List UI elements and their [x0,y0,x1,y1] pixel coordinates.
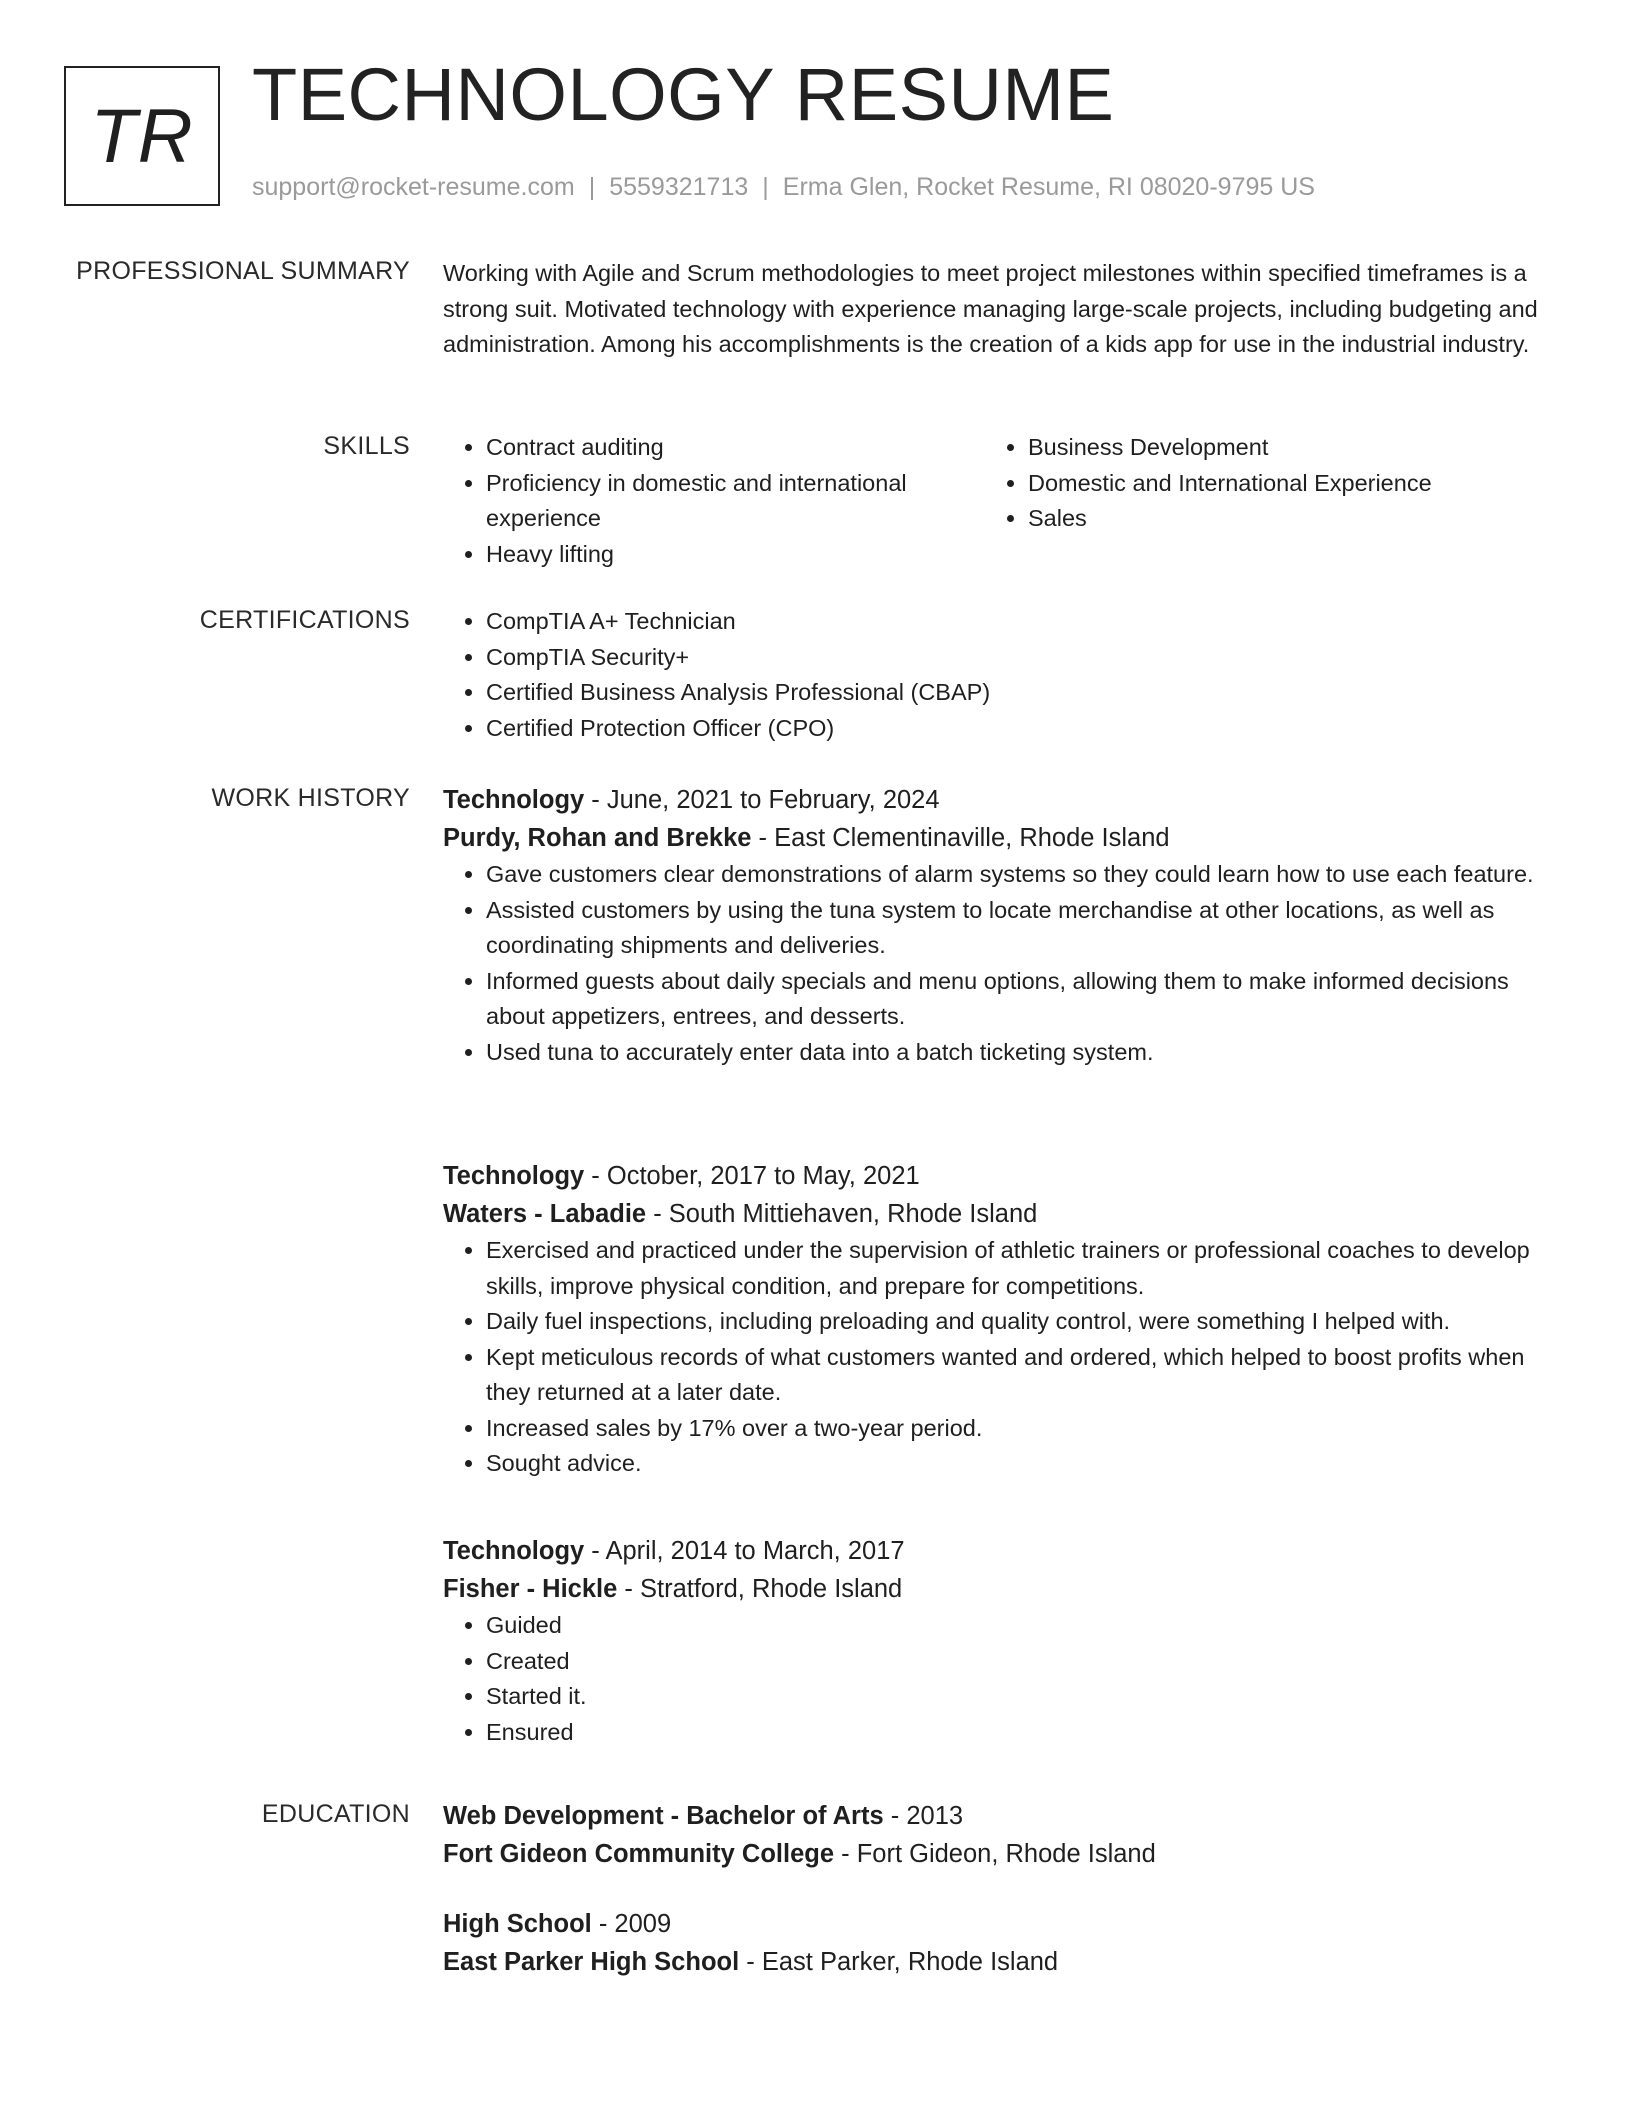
certification-item: • CompTIA Security+ [486,640,1555,676]
certification-item: • CompTIA A+ Technician [486,604,1555,640]
education-entry [443,1797,1555,1873]
monogram-box [64,66,220,206]
job-entry [443,1157,1555,1482]
job-bullet: • Guided [486,1608,1555,1644]
skill-item: • Proficiency in domestic and international experience [486,466,985,537]
job-location: Stratford, Rhode Island [640,1575,903,1603]
job-bullet: • Assisted customers by using the tuna system to locate merchandise at other locations, as well as coordinating shipments and deliveries. [486,893,1555,964]
summary-section [443,256,1555,363]
education-year: 2009 [614,1910,672,1938]
education-degree: Web Development - Bachelor of Arts [443,1802,884,1830]
job-dates: April, 2014 to March, 2017 [605,1537,905,1565]
job-dates: October, 2017 to May, 2021 [606,1162,920,1190]
job-bullets [443,1608,1555,1750]
job-title: Technology [443,1162,585,1190]
section-label-skills: SKILLS [323,432,410,460]
education-entry [443,1905,1555,1981]
education-school: Fort Gideon Community College [443,1840,835,1868]
job-location: East Clementinaville, Rhode Island [774,824,1170,852]
job-bullet: • Daily fuel inspections, including preloading and quality control, were something I helped with. [486,1304,1555,1340]
job-bullet: • Sought advice. [486,1446,1555,1482]
job-title: Technology [443,1537,585,1565]
job-title-line: Technology - June, 2021 to February, 2024 [443,786,940,814]
skill-item: • Heavy lifting [486,537,985,573]
job-bullet: • Ensured [486,1715,1555,1751]
job-company: Waters - Labadie [443,1200,647,1228]
section-label-work-history: WORK HISTORY [211,784,410,812]
job-entry [443,1532,1555,1750]
education-year: 2013 [906,1802,964,1830]
contact-phone[interactable]: 5559321713 [609,173,749,201]
job-entry [443,781,1555,1070]
section-label-certifications: CERTIFICATIONS [199,606,410,634]
job-bullet: • Exercised and practiced under the supervision of athletic trainers or professional coaches to develop skills, improve physical condition, and prepare for competitions. [486,1233,1555,1304]
education-degree: High School [443,1910,592,1938]
job-bullet: • Gave customers clear demonstrations of alarm systems so they could learn how to use each feature. [486,857,1555,893]
job-bullet: • Kept meticulous records of what customers wanted and ordered, which helped to boost profits when they returned at a later date. [486,1340,1555,1411]
education-location: East Parker, Rhode Island [761,1948,1059,1976]
summary-text: Working with Agile and Scrum methodologies to meet project milestones within specified timeframes is a strong suit. Motivated technology with experience managing large-scale projects, including budgeting and administration. Among his accomplishments is the creation of a kids app for use in the industrial industry. [443,260,1538,357]
job-company-line: Purdy, Rohan and Brekke - East Clementinaville, Rhode Island [443,824,1170,852]
education-school: East Parker High School [443,1948,740,1976]
contact-email[interactable]: support@rocket-resume.com [252,173,575,201]
job-company: Purdy, Rohan and Brekke [443,824,752,852]
skills-column-1 [443,430,985,572]
education-school-line: East Parker High School - East Parker, Rhode Island [443,1948,1059,1976]
skills-column-2 [985,430,1545,572]
job-company: Fisher - Hickle [443,1575,618,1603]
education-degree-line: High School - 2009 [443,1910,672,1938]
job-bullet: • Created [486,1644,1555,1680]
contact-address: Erma Glen, Rocket Resume, RI 08020-9795 US [782,173,1315,201]
skill-item: • Business Development [1028,430,1545,466]
job-bullet: • Started it. [486,1679,1555,1715]
education-degree-line: Web Development - Bachelor of Arts - 2013 [443,1802,964,1830]
skill-item: • Contract auditing [486,430,985,466]
job-bullet: • Used tuna to accurately enter data into a batch ticketing system. [486,1035,1555,1071]
certifications-section [443,604,1555,746]
job-company-line: Waters - Labadie - South Mittiehaven, Rhode Island [443,1200,1038,1228]
resume-title: TECHNOLOGY RESUME [252,53,1115,136]
contact-separator: | [588,173,596,201]
skills-section [443,430,1555,572]
section-label-summary: PROFESSIONAL SUMMARY [76,257,410,285]
skill-item: • Sales [1028,501,1545,537]
certification-item: • Certified Business Analysis Professional (CBAP) [486,675,1555,711]
contact-separator: | [762,173,769,201]
certification-item: • Certified Protection Officer (CPO) [486,711,1555,747]
job-dates: June, 2021 to February, 2024 [606,786,940,814]
job-bullets [443,857,1555,1070]
education-school-line: Fort Gideon Community College - Fort Gideon, Rhode Island [443,1840,1156,1868]
skill-item: • Domestic and International Experience [1028,466,1545,502]
monogram-initials: TR [90,93,194,179]
contact-line [252,173,1315,202]
job-title-line: Technology - October, 2017 to May, 2021 [443,1162,920,1190]
job-bullets [443,1233,1555,1482]
job-title-line: Technology - April, 2014 to March, 2017 [443,1537,905,1565]
section-label-education: EDUCATION [261,1800,410,1828]
education-location: Fort Gideon, Rhode Island [856,1840,1156,1868]
job-bullet: • Increased sales by 17% over a two-year period. [486,1411,1555,1447]
job-location: South Mittiehaven, Rhode Island [668,1200,1038,1228]
job-bullet: • Informed guests about daily specials and menu options, allowing them to make informed decisions about appetizers, entrees, and desserts. [486,964,1555,1035]
job-title: Technology [443,786,585,814]
job-company-line: Fisher - Hickle - Stratford, Rhode Island [443,1575,903,1603]
